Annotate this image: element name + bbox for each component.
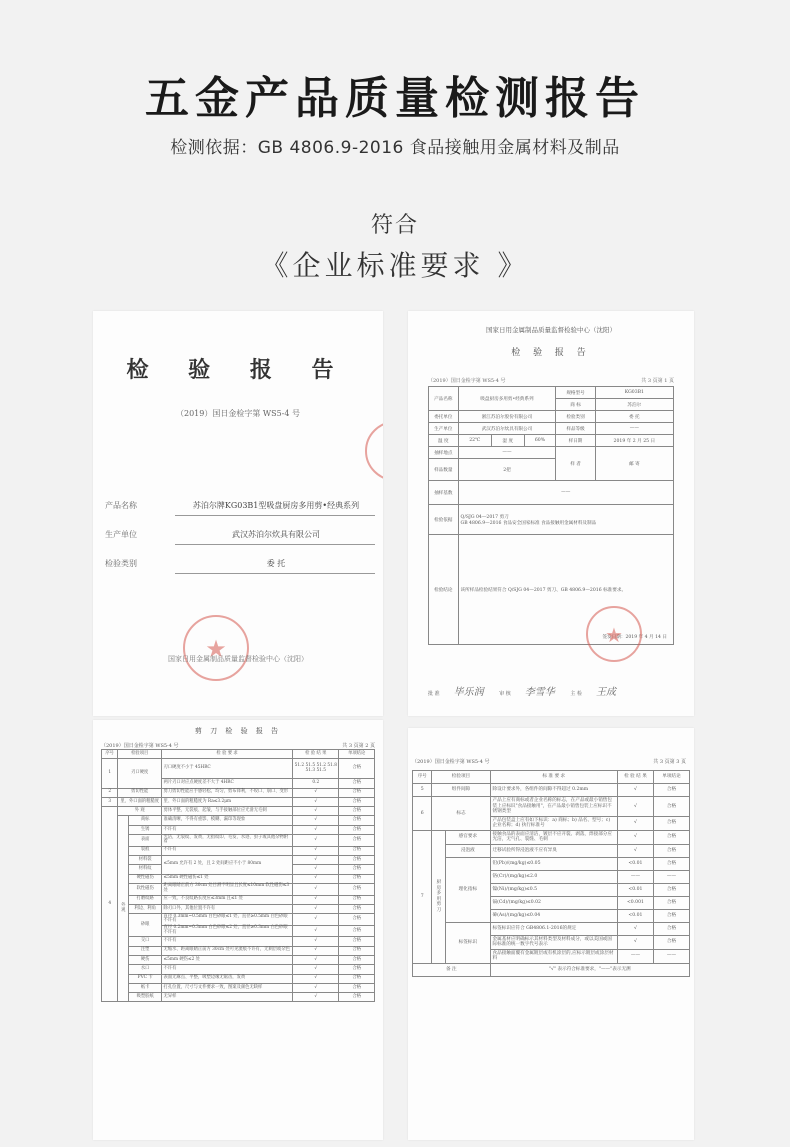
page2-report-no: （2019）国日金检字第 WS5-4 号 [101, 743, 179, 749]
summary-title: 检 验 报 告 [511, 348, 591, 358]
cover-title: 检 验 报 告 [126, 357, 350, 383]
table-row: 打磨纹路 应一致，不良纹路长度应≤3mm 且≤1 处 √ 合格 [102, 895, 375, 904]
table-row: 吸塑胶纸 无异样 √ 合格 [102, 993, 375, 1002]
table-row: 纸卡 打孔位置，尺寸与文件要求一致，图案及颜色无缺样 √ 合格 [102, 983, 375, 992]
report-cover-image [93, 311, 383, 716]
cover-row-maker: 生产单位 武汉苏泊尔炊具有限公司 [105, 525, 375, 545]
table-row: 食品接触面覆有金属镀层或有机涂层的,应标示镀层或涂层材料 —— —— [413, 949, 690, 963]
official-seal-icon: ★ [183, 615, 249, 681]
report-page3-image [408, 728, 694, 1140]
page-title: 五金产品质量检测报告 [145, 73, 645, 124]
table-row: 理化指标 铅(Pb)/(mg/kg)≤0.05 <0.01 合格 [413, 857, 690, 870]
summary-report-no: （2019）国日金检字第 WS5-4 号 [428, 378, 506, 384]
table-row: 材料裂 ≤5mm 允许有 2 处，且 2 处间距应不小于 80mm √ 合格 [102, 856, 375, 865]
page3-report-no: （2019）国日金检字第 WS5-4 号 [412, 759, 490, 765]
table-row: 硬伤 ≤5mm 硬伤≤2 处 √ 合格 [102, 955, 375, 964]
table-row: 浸泡液 迁移试验所得浸泡液不应有异臭 √ 合格 [413, 844, 690, 857]
report-summary-image [408, 311, 694, 716]
table-row: 镍(Ni)/(mg/kg)≤0.5 <0.01 合格 [413, 883, 690, 896]
table-row: 利边、利角 除刃口外，其他位置不许有 √ 合格 [102, 904, 375, 913]
summary-table: 产品名称 吸盘厨房多用剪•经典系列 规格型号 KG03B1 商 标 苏泊尔 委托单位 浙江苏泊尔股份有限公司 检验类别 委 托 生产单位 武汉苏泊尔炊具有限公司 样品等级 —— 温 度 22℃ 湿 度 60% 样日期 2019 年 2 月 25 日 抽样地点 —— 样 者 邮 寄 样品数量 2把 抽样基数 —— 检验依据 Q/SJG 04—2017 剪刀 GB 4806.9—2016 食品安全国家标准 食品接触用金属材料及制品 检验结论 该所样品检验结果符合 Q/SJG 04—2017 剪刀、GB 4806.9—2016 标准要求。 签发日期：2019 年 4 月 14 日 [428, 386, 674, 645]
page3-table: 序号 检验项目 标 准 要 求 检 验 结 果 单项结论 5 组件间隙 除设计要求外，各组件的间隙不得超过 0.2mm √ 合格 6 标志 产品上应有商标或者企业名称的标志，在产品或最小销售包装上应标识"食品接触用"，在产品最小销售包装上应标识不锈钢类型 √ 合格 产品包装盒上应有如下标识：a) 商标；b) 品名、型号；c) 企业名称；d) 执行标准号 √ 合格 7 厨房多用剪刀 感官要求 接触食品的表面应清洁，镀层不应开裂、剥落，焊接部分应光洁，无气孔、裂缝、毛刺 √ 合格 浸泡液 迁移试验所得浸泡液不应有异臭 √ 合格 理化指标 铅(Pb)/(mg/kg)≤0.05 <0.01 合格 铬(Cr)/(mg/kg)≤2.0 —— —— 镍(Ni)/(mg/kg)≤0.5 <0.01 合格 镉(Cd)/(mg/kg)≤0.02 <0.001 合格 砷(As)/(mg/kg)≤0.04 <0.01 合格 标签标识 标签标识应符合 GB4806.1-2016的规定 √ 合格 金属基材应明确标示其材料类型及材料成分，或以美国或国际标准的统一数字代号表示 √ 合格 食品接触面覆有金属镀层或有机涂层的,应标示镀层或涂层材料 —— —— 备 注 "√" 表示符合标准要求，"——"表示无测 [412, 770, 690, 977]
table-row: 金属基材应明确标示其材料类型及材料成分，或以美国或国际标准的统一数字代号表示 √ 合格 [413, 935, 690, 949]
table-row: 2 剪切性能 剪刀剪切性能应手感轻松，均匀，剪布锋利，不咬口、崩口、变形 √ 合格 [102, 788, 375, 797]
table-row: 硬性磁伤 ≤5mm 硬性磁伤≤1 处 √ 合格 [102, 874, 375, 883]
table-row: 外 观 商标 准确清晰，不得有重影、模糊、漏印等现象 √ 合格 [102, 816, 375, 825]
table-row: 生锈 不许有 √ 合格 [102, 825, 375, 834]
page2-page: 共 3 页第 2 页 [342, 743, 375, 749]
comply-label: 符合 [370, 213, 419, 238]
table-row: 4 外 观 剪体平整，无裂痕、起皱，与手接触部位应光滑无毛刺 √ 合格 [102, 807, 375, 816]
table-row: 1 刃口硬度 刃口硬度不小于 45HRC 51.2 51.5 51.2 51.8 51.3 51.5 合格 [102, 759, 375, 779]
table-row: 7 厨房多用剪刀 感官要求 接触食品的表面应清洁，镀层不应开裂、剥落，焊接部分应光洁，无气孔、裂缝、毛刺 √ 合格 [413, 830, 690, 844]
table-row: 两片刃口对应点硬度差不大于 4HRC 0.2 合格 [102, 779, 375, 788]
table-row: PVC 卡 表面无麻点、平整，吸塑边缘无锯齿，发黄 √ 合格 [102, 974, 375, 983]
summary-org: 国家日用金属制品质量监督检验中心（沈阳） [486, 326, 616, 334]
table-row: 镉(Cd)/(mg/kg)≤0.02 <0.001 合格 [413, 896, 690, 909]
table-row: 备 注 "√" 表示符合标准要求，"——"表示无测 [413, 963, 690, 976]
cover-row-category: 检验类别 委 托 [105, 554, 375, 574]
table-row: 交口 不许有 √ 合格 [102, 937, 375, 946]
table-row: 铬(Cr)/(mg/kg)≤2.0 —— —— [413, 870, 690, 883]
page2-table: 序号 检验项目 检 验 要 求 检 验 结 果 单项结论 1 刃口硬度 刃口硬度不小于 45HRC 51.2 51.5 51.2 51.8 51.3 51.5 合格 两片刃口对应点硬度差不大于 4HRC 0.2 合格 2 剪切性能 剪刀剪切性能应手感轻松，均匀，剪布锋利，不咬口、崩口、变形 √ 合格 3 里、外口面的粗糙度 里、外口面的粗糙度为 Ra≤3.2μm √ 合格 4 外 观 剪体平整，无裂痕、起皱，与手接触部位应光滑无毛刺 √ 合格 外 观 商标 准确清晰，不得有重影、模糊、漏印等现象 √ 合格 生锈 不许有 √ 合格 表面 光洁，无裂纹、发黄，无指纹印、毛发、水迹、虫子或其他杂物附着 √ 合格 裂痕 不许有 √ 合格 材料裂 ≤5mm 允许有 2 处，且 2 处间距应不小于 80mm √ 合格 材料纹 √ 合格 硬性磁伤 ≤5mm 硬性磁伤≤1 处 √ 合格 软性磁伤 距离眼睛正前方 30cm 处目测不明显且长度≤10mm 软性磁伤≤3 处 √ 合格 打磨纹路 应一致，不良纹路长度应≤3mm 且≤1 处 √ 合格 利边、利角 除刃口外，其他位置不许有 √ 合格 砂眼 直径 0.3mm~0.5mm 白色砂眼≤1 处，直径≥0.5mm 白色砂眼不许有 √ 合格 直径 0.2mm~0.3mm 白色砂眼≤2 处，直径≥0.3mm 白色砂眼不许有 √ 合格 交口 不许有 √ 合格 注塑 无缩水、距离眼睛正前方 30cm 处可见流痕不许有，无刺层或杂色 √ 合格 硬伤 ≤5mm 硬伤≤2 处 √ 合格 水口 不许有 √ 合格 PVC 卡 表面无麻点、平整，吸塑边缘无锯齿，发黄 √ 合格 纸卡 打孔位置，尺寸与文件要求一致，图案及颜色无缺样 √ 合格 吸塑胶纸 无异样 √ 合格 [101, 749, 375, 1002]
official-seal-icon [365, 421, 383, 481]
table-row: 6 标志 产品上应有商标或者企业名称的标志，在产品或最小销售包装上应标识"食品接触用"，在产品最小销售包装上应标识不锈钢类型 √ 合格 [413, 797, 690, 817]
standard-label: 《企业标准要求 》 [260, 249, 530, 282]
official-seal-icon: ★ [586, 606, 642, 662]
page2-title: 剪 刀 检 验 报 告 [194, 727, 282, 735]
cover-row-product: 产品名称 苏泊尔牌KG03B1型吸盘厨房多用剪•经典系列 [105, 496, 375, 516]
page3-page: 共 3 页第 3 页 [653, 759, 686, 765]
table-row: 产品包装盒上应有如下标识：a) 商标；b) 品名、型号；c) 企业名称；d) 执行标准号 √ 合格 [413, 816, 690, 830]
table-row: 5 组件间隙 除设计要求外，各组件的间隙不得超过 0.2mm √ 合格 [413, 784, 690, 797]
report-page2-image [93, 720, 383, 1140]
table-row: 砂眼 直径 0.3mm~0.5mm 白色砂眼≤1 处，直径≥0.5mm 白色砂眼不许有 √ 合格 [102, 914, 375, 926]
table-row: 表面 光洁，无裂纹、发黄，无指纹印、毛发、水迹、虫子或其他杂物附着 √ 合格 [102, 835, 375, 847]
table-row: 3 里、外口面的粗糙度 里、外口面的粗糙度为 Ra≤3.2μm √ 合格 [102, 797, 375, 806]
table-row: 标签标识 标签标识应符合 GB4806.1-2016的规定 √ 合格 [413, 922, 690, 935]
table-row: 直径 0.2mm~0.3mm 白色砂眼≤2 处，直径≥0.3mm 白色砂眼不许有 √ 合格 [102, 925, 375, 937]
cover-report-no: （2019）国日金检字第 WS5-4 号 [175, 409, 301, 418]
test-basis: 检测依据：GB 4806.9-2016 食品接触用金属材料及制品 [170, 138, 620, 158]
table-row: 裂痕 不许有 √ 合格 [102, 846, 375, 855]
table-row: 软性磁伤 距离眼睛正前方 30cm 处目测不明显且长度≤10mm 软性磁伤≤3 处 √ 合格 [102, 883, 375, 895]
summary-signatures: 批 准 毕乐润 审 核 李雪华 主 检 王成 [428, 687, 616, 698]
table-row: 材料纹 √ 合格 [102, 865, 375, 874]
summary-page: 共 3 页第 1 页 [641, 378, 674, 384]
header [0, 0, 790, 300]
cover-footer: 国家日用金属制品质量监督检验中心（沈阳） [168, 655, 308, 663]
table-row: 水口 不许有 √ 合格 [102, 965, 375, 974]
table-row: 砷(As)/(mg/kg)≤0.04 <0.01 合格 [413, 909, 690, 922]
table-row: 注塑 无缩水、距离眼睛正前方 30cm 处可见流痕不许有，无刺层或杂色 √ 合格 [102, 946, 375, 955]
